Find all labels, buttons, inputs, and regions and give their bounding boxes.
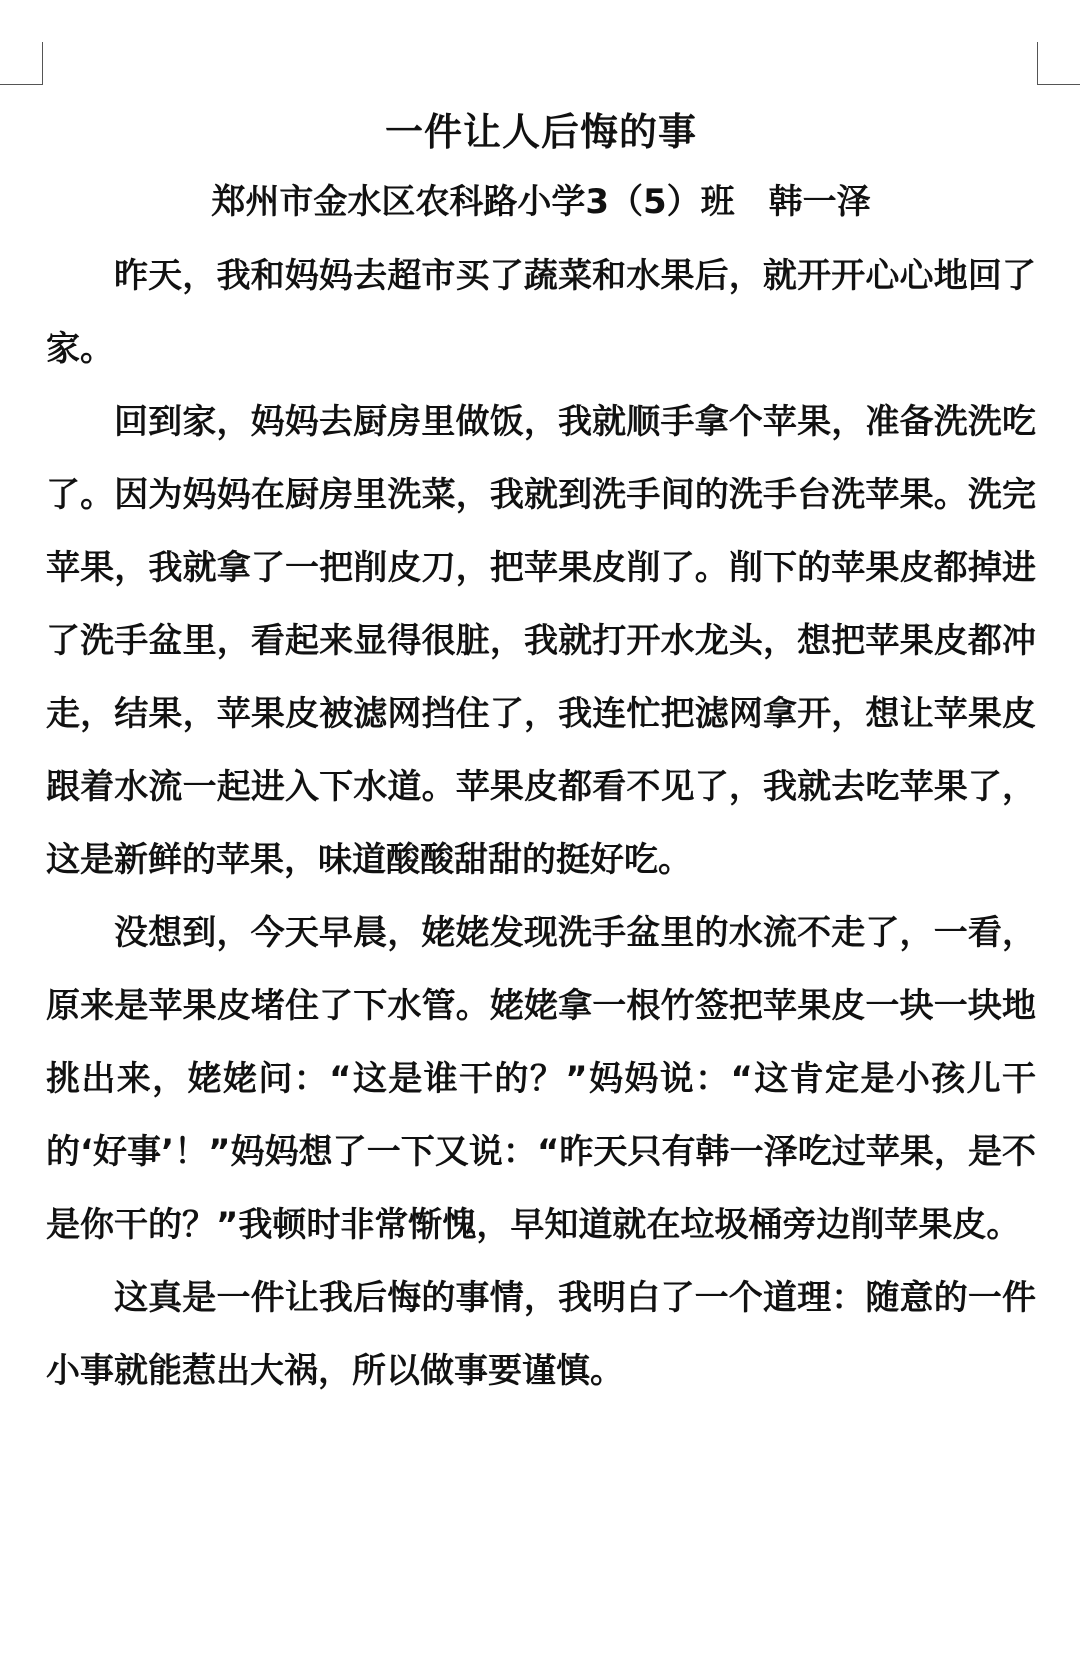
crop-mark-top-right — [1037, 42, 1080, 85]
essay-byline: 郑州市金水区农科路小学3（5）班 韩一泽 — [211, 182, 871, 222]
paragraph-4: 这真是一件让我后悔的事情，我明白了一个道理：随意的一件小事就能惹出大祸，所以做事要谨慎。 — [46, 1278, 1036, 1391]
document-body — [46, 100, 1036, 1408]
paragraph-2: 回到家，妈妈去厨房里做饭，我就顺手拿个苹果，准备洗洗吃了。因为妈妈在厨房里洗菜，我就到洗手间的洗手台洗苹果。洗完苹果，我就拿了一把削皮刀，把苹果皮削了。削下的苹果皮都掉进了洗手盆里，看起来显得很脏，我就打开水龙头，想把苹果皮都冲走，结果，苹果皮被滤网挡住了，我连忙把滤网拿开，想让苹果皮跟着水流一起进入下水道。苹果皮都看不见了，我就去吃苹果了，这是新鲜的苹果，味道酸酸甜甜的挺好吃。 — [46, 402, 1036, 880]
paragraph-1: 昨天，我和妈妈去超市买了蔬菜和水果后，就开开心心地回了家。 — [46, 256, 1036, 369]
paragraph-3: 没想到，今天早晨，姥姥发现洗手盆里的水流不走了，一看，原来是苹果皮堵住了下水管。姥姥拿一根竹签把苹果皮一块一块地挑出来，姥姥问：“这是谁干的？”妈妈说：“这肯定是小孩儿干的‘好事’！”妈妈想了一下又说：“昨天只有韩一泽吃过苹果，是不是你干的？”我顿时非常惭愧，早知道就在垃圾桶旁边削苹果皮。 — [46, 913, 1036, 1245]
crop-mark-top-left — [0, 42, 43, 85]
essay-title: 一件让人后悔的事 — [384, 110, 697, 154]
